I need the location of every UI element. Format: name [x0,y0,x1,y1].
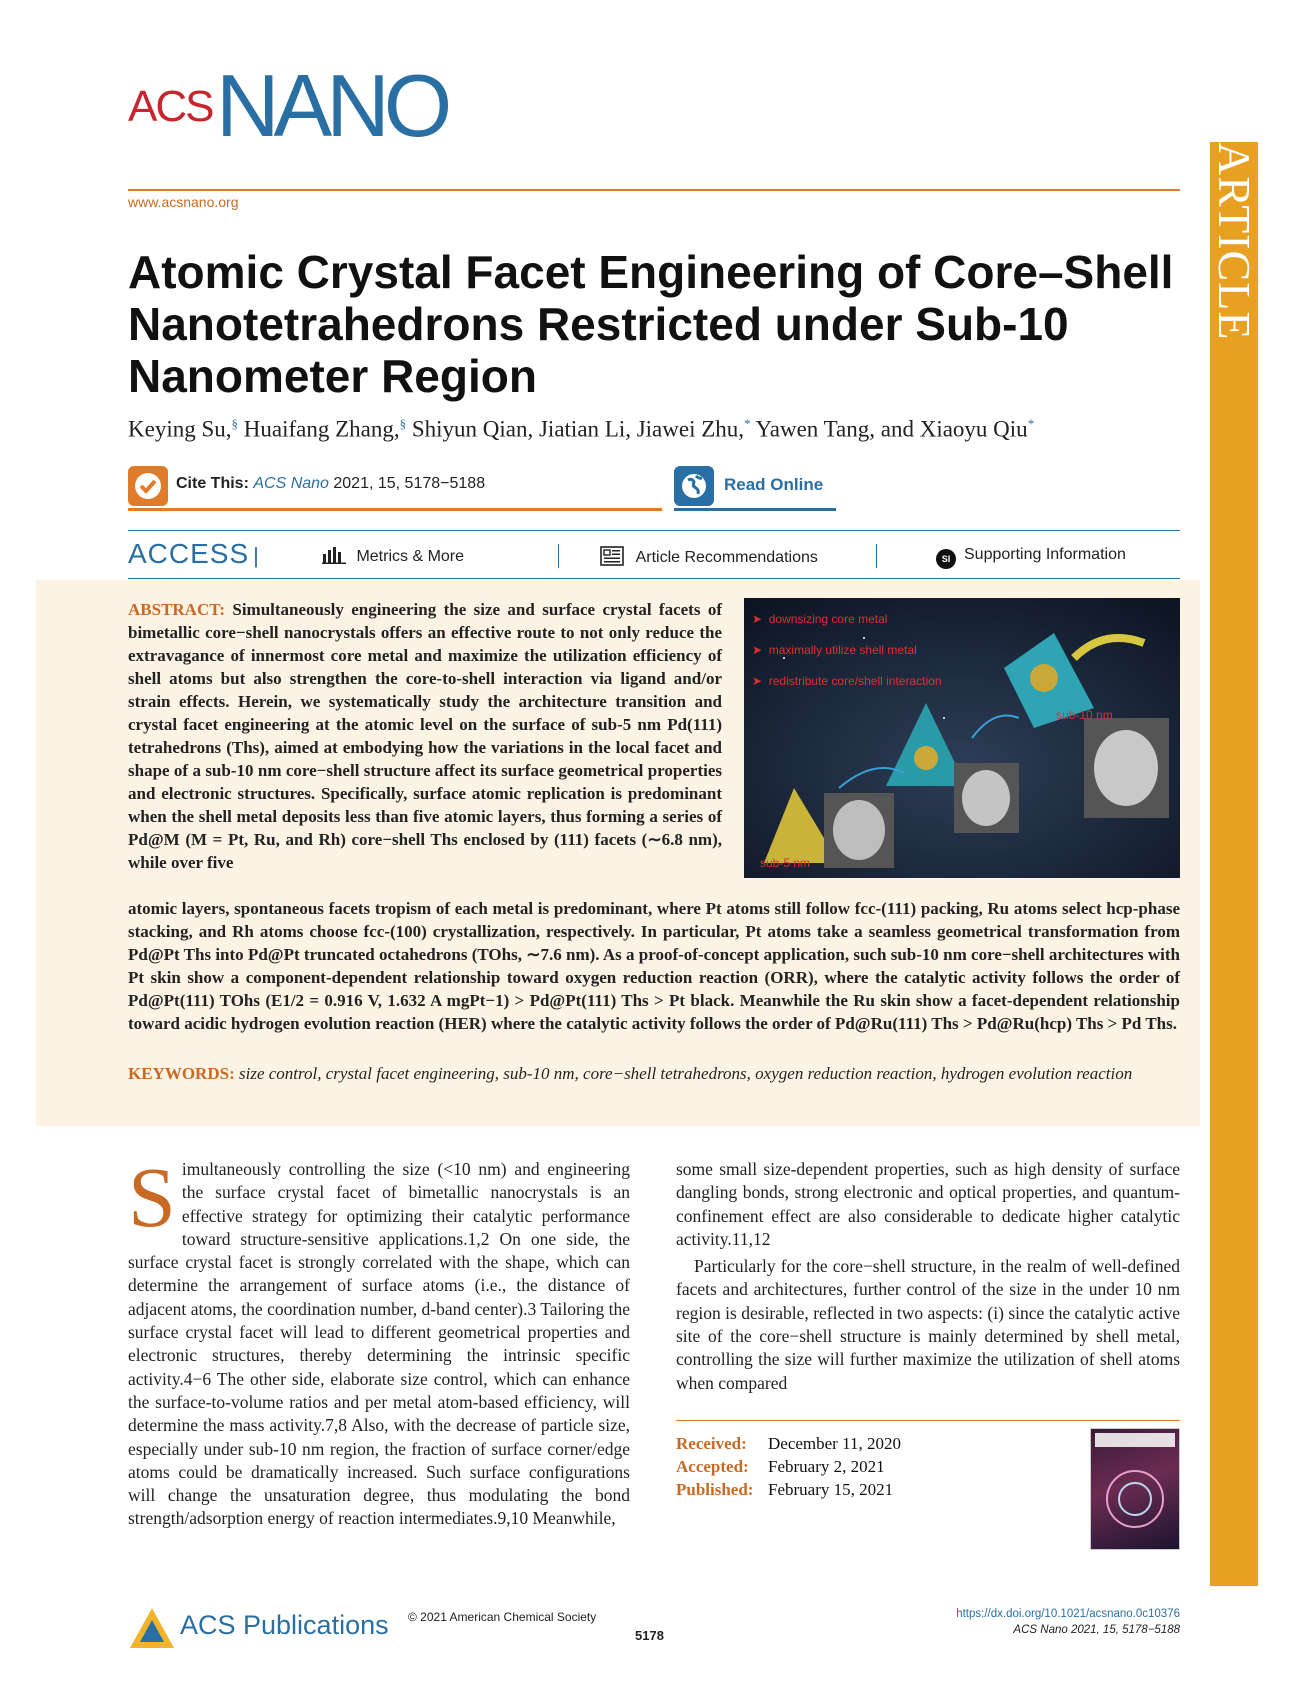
acs-publications-logo-icon [128,1606,176,1657]
toc-bullet: redistribute core/shell interaction [768,674,942,688]
doi-link[interactable]: https://dx.doi.org/10.1021/acsnano.0c10376 [956,1608,1180,1620]
keywords-list: size control, crystal facet engineering, sub-10 nm, core−shell tetrahedrons, oxygen reduction reaction, hydrogen evolution reaction [238,1064,1133,1083]
accepted-date: Accepted: February 2, 2021 [676,1457,885,1476]
dropcap: S [128,1149,176,1245]
access-rule-bottom [128,578,1180,579]
divider [558,544,559,568]
access-rule-top [128,530,1180,531]
toc-graphic [744,598,1180,878]
read-online-label: Read Online [724,475,824,494]
cite-this-button[interactable] [128,466,662,511]
article-recommendations-link[interactable] [600,546,818,567]
document-list-icon [600,549,636,566]
journal-reference: ACS Nano 2021, 15, 5178−5188 [1013,1624,1180,1636]
received-date: Received: December 11, 2020 [676,1434,901,1453]
author-list [128,416,1188,443]
logo-acs: ACS [128,82,213,131]
author-mark[interactable]: * [744,416,751,431]
toc-bullet: downsizing core metal [768,612,888,626]
recommendations-label: Article Recommendations [635,549,818,566]
abstract-part1: Simultaneously engineering the size and surface crystal facets of bimetallic core−shell nanocrystals offers an effective route to not only reduce the extravagance of innermost core metal and maximize the utilization efficiency of shell atoms but also strengthen the core-to-shell interaction via ligand and/or strain effects. Herein, we systematically study the architecture transition and crystal facet engineering at the atomic level on the surface of sub-5 nm Pd(111) tetrahedrons (Ths), aimed at embodying how the variations in the local facet and shape of a sub-10 nm core−shell structure affect its surface geometrical properties and electronic structures. Specifically, surface atomic replication is predominant when the shell metal deposits less than five atomic layers, thus forming a series of Pd@M (M = Pt, Ru, and Rh) core−shell Ths enclosed by (111) facets (∼6.8 nm), while over five [128,600,723,872]
body-right-paragraph: Particularly for the core−shell structure, in the realm of well-defined facets and architectures, further control of the size in the under 10 nm region is desirable, reflected in two aspects: (i) since the catalytic active site of the core−shell structure is mainly determined by shell metal, controlling the size will further maximize the utilization of shell atoms when compared [676,1256,1180,1393]
toc-bullet: maximally utilize shell metal [768,643,917,657]
paper-title: Atomic Crystal Facet Engineering of Core–Shell Nanotetrahedrons Restricted under Sub-10 Nanometer Region [128,246,1174,402]
author-name: Shiyun Qian, [411,416,534,442]
cite-ref: 2021, 15, 5178−5188 [328,475,486,492]
dates-rule [676,1420,1180,1421]
si-badge-icon: SI [936,549,956,569]
abstract-text-top [128,598,722,874]
keywords [128,1062,1180,1085]
body-left-text: imultaneously controlling the size (<10 nm) and engineering the surface crystal facet of bimetallic nanocrystals is an effective strategy for optimizing their catalytic performance toward structure-sensitive applications.1,2 On one side, the surface crystal facet is strongly correlated with the shape, which can determine the arrangement of surface atoms (i.e., the distance of adjacent atoms, the coordination number, d-band center).3 Tailoring the surface crystal facet will lead to different geometrical properties and electronic structures, thereby determining the intrinsic specific activity.4−6 The other side, elaborate size control, which can enhance the surface-to-volume ratios and per metal atom-based efficiency, will determine the mass activity.7,8 Also, with the decrease of particle size, especially under sub-10 nm region, the fraction of surface corner/edge atoms could be dramatically increased. Such surface configurations will change the unsaturation degree, thus modulating the bond strength/adsorption energy of reaction intermediates.9,10 Meanwhile, [128,1159,630,1529]
cite-label: Cite This: [176,475,249,492]
logo-nano: NANO [216,56,447,155]
author-mark: § [399,416,407,431]
toc-label-sub5: sub-5 nm [760,856,811,870]
article-tab-label: ARTICLE [1209,142,1260,341]
keywords-label: KEYWORDS: [128,1064,235,1083]
metrics-more-link[interactable] [322,546,464,566]
journal-cover-image [1090,1428,1180,1550]
checkmark-icon [128,466,168,506]
metrics-label: Metrics & More [356,548,465,565]
body-column-left [128,1149,630,1531]
header-rule [128,189,1180,191]
body-right-paragraph: some small size-dependent properties, such as high density of surface dangling bonds, strong electronic and optical properties, and quantum-confinement effect are also considerable to dedicate higher catalytic activity.11,12 [676,1159,1180,1249]
published-date: Published: February 15, 2021 [676,1480,894,1499]
cite-text [176,475,485,493]
author-name: Xiaoyu Qiu [919,416,1028,442]
site-url-link[interactable]: www.acsnano.org [128,194,239,210]
page-number: 5178 [635,1628,664,1643]
author-name: Keying Su, [128,416,232,442]
read-online-button[interactable] [674,466,836,511]
author-name: Jiawei Zhu, [636,416,745,442]
author-name: Jiatian Li, [538,416,631,442]
supporting-label: Supporting Information [964,546,1126,563]
supporting-information-link[interactable] [936,546,1126,569]
toc-label-sub10: sub-10 nm [1056,708,1113,722]
author-name: Huaifang Zhang, [243,416,400,442]
author-mark: § [231,416,238,431]
body-column-right [676,1158,1180,1395]
author-mark[interactable]: * [1027,416,1035,431]
access-label: ACCESS | [128,538,260,569]
abstract-label: ABSTRACT: [128,600,225,619]
globe-icon [674,466,714,506]
copyright: © 2021 American Chemical Society [408,1610,597,1624]
divider [876,544,877,568]
abstract-text-bottom: atomic layers, spontaneous facets tropism of each metal is predominant, where Pt atoms still follow fcc-(111) packing, Ru atoms select hcp-phase stacking, and Rh atoms choose fcc-(100) crystallization, respectively. In particular, Pt atoms take a seamless geometrical transformation from Pd@Pt Ths into Pd@Pt truncated octahedrons (TOhs, ∼7.6 nm). As a proof-of-concept application, such sub-10 nm core−shell architectures with Pt skin show a component-dependent relationship toward oxygen reduction reaction (ORR), where the catalytic activity follows the order of Pd@Pt(111) TOhs (E1/2 = 0.916 V, 1.632 A mgPt−1) > Pd@Pt(111) Ths > Pt black. Meanwhile the Ru skin show a facet-dependent relationship toward acidic hydrogen evolution reaction (HER) where the catalytic activity follows the order of Pd@Ru(111) Ths > Pd@Ru(hcp) Ths > Pd Ths. [128,899,1180,1033]
publisher-name[interactable]: ACS Publications [180,1610,389,1640]
author-name: Yawen Tang, and [755,416,914,442]
toc-bullets: ➤ downsizing core metal ➤ maximally utilize shell metal ➤ redistribute core/shell interaction [752,612,942,688]
bar-chart-icon [322,548,356,565]
cite-journal: ACS Nano [253,475,329,492]
